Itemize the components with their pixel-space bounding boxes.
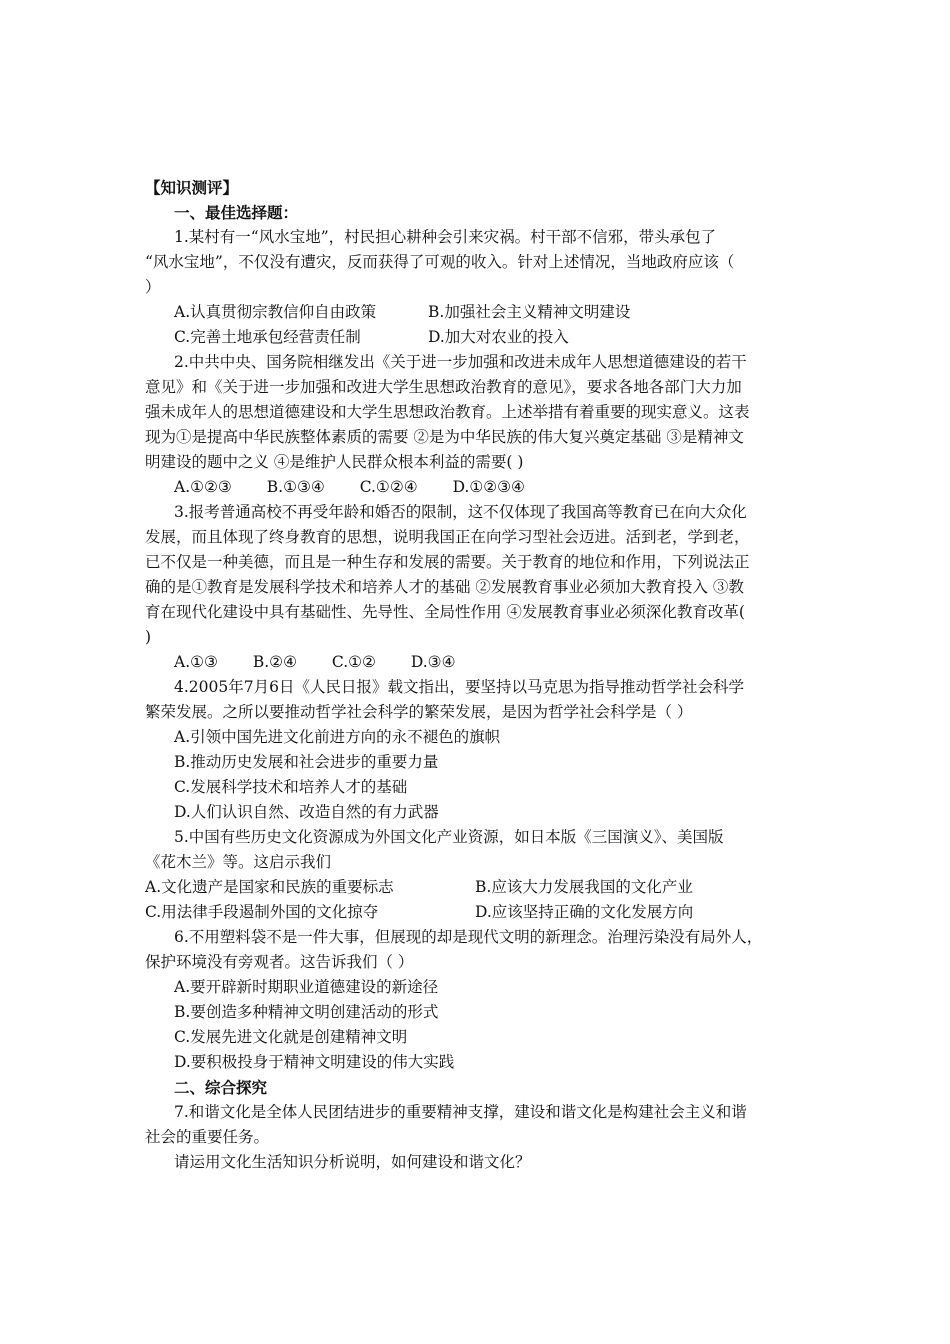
q1-option-c: C.完善土地承包经营责任制 (174, 328, 361, 346)
q4-option-d: D.人们认识自然、改造自然的有力武器 (174, 803, 439, 821)
q7-line-1: 7.和谐文化是全体人民团结进步的重要精神支撑，建设和谐文化是构建社会主义和谐 (174, 1103, 747, 1121)
q3-option-b: B.②④ (252, 653, 297, 671)
q3-option-a: A.①③ (174, 653, 218, 671)
q3-option-c: C.①② (331, 653, 376, 671)
q3-line-3: 已不仅是一种美德，而且是一种生存和发展的需要。关于教育的地位和作用，下列说法正 (145, 553, 750, 571)
q6-option-c: C.发展先进文化就是创建精神文明 (174, 1028, 408, 1046)
q2-line-1: 2.中共中央、国务院相继发出《关于进一步加强和改进未成年人思想道德建设的若干 (174, 353, 747, 371)
q1-option-b: B.加强社会主义精神文明建设 (428, 303, 631, 321)
q5-line-2: 《花木兰》等。这启示我们 (145, 853, 332, 871)
q7-prompt: 请运用文化生活知识分析说明，如何建设和谐文化？ (174, 1153, 531, 1171)
q4-option-c: C.发展科学技术和培养人才的基础 (174, 778, 408, 796)
q1-line-3: ） (145, 278, 161, 296)
section-title: 【知识测评】 (145, 178, 239, 197)
q1-line-1: 1.某村有一“风水宝地”，村民担心耕种会引来灾祸。村干部不信邪，带头承包了 (174, 228, 717, 246)
q2-options (174, 475, 844, 500)
q2-line-2: 意见》和《关于进一步加强和改进大学生思想政治教育的意见》，要求各地各部门大力加 (145, 378, 742, 396)
q1-option-d: D.加大对农业的投入 (428, 328, 569, 346)
q5-option-c: C.用法律手段遏制外国的文化掠夺 (145, 903, 379, 921)
q4-option-a: A.引领中国先进文化前进方向的永不褪色的旗帜 (174, 728, 501, 746)
q2-option-a: A.①②③ (174, 478, 232, 496)
q4-line-1: 4.2005年7月6日《人民日报》载文指出，要坚持以马克思为指导推动哲学社会科学 (174, 678, 744, 696)
q5-option-d: D.应该坚持正确的文化发展方向 (475, 903, 694, 921)
q2-line-3: 强未成年人的思想道德建设和大学生思想政治教育。上述举措有着重要的现实意义。这表 (145, 403, 750, 421)
q5-option-a: A.文化遗产是国家和民族的重要标志 (145, 878, 394, 896)
q6-option-d: D.要积极投身于精神文明建设的伟大实践 (174, 1053, 455, 1071)
q3-line-4: 确的是①教育是发展科学技术和培养人才的基础 ②发展教育事业必须加大教育投入 ③教 (145, 578, 744, 596)
q2-option-b: B.①③④ (266, 478, 325, 496)
q6-option-b: B.要创造多种精神文明创建活动的形式 (174, 1003, 439, 1021)
q1-line-2: “风水宝地”，不仅没有遭灾，反而获得了可观的收入。针对上述情况，当地政府应该（ (145, 253, 735, 271)
part2-heading: 二、综合探究 (174, 1078, 268, 1097)
q2-option-d: D.①②③④ (452, 478, 525, 496)
q3-option-d: D.③④ (410, 653, 456, 671)
q3-line-6: ) (145, 628, 152, 646)
q2-option-c: C.①②④ (359, 478, 418, 496)
q7-line-2: 社会的重要任务。 (145, 1128, 270, 1146)
q3-line-5: 育在现代化建设中具有基础性、先导性、全局性作用 ④发展教育事业必须深化教育改革( (145, 603, 745, 621)
q3-line-2: 发展，而且体现了终身教育的思想，说明我国正在向学习型社会迈进。活到老，学到老， (145, 528, 750, 546)
q1-option-a: A.认真贯彻宗教信仰自由政策 (174, 303, 377, 321)
q5-line-1: 5.中国有些历史文化资源成为外国文化产业资源，如日本版《三国演义》、美国版 (174, 828, 724, 846)
q2-line-4: 现为①是提高中华民族整体素质的需要 ②是为中华民族的伟大复兴奠定基础 ③是精神文 (145, 428, 744, 446)
q4-option-b: B.推动历史发展和社会进步的重要力量 (174, 753, 439, 771)
q3-options (174, 650, 844, 675)
q6-option-a: A.要开辟新时期职业道德建设的新途径 (174, 978, 439, 996)
q6-line-2: 保护环境没有旁观者。这告诉我们（ ） (145, 953, 414, 971)
q6-line-1: 6.不用塑料袋不是一件大事，但展现的却是现代文明的新理念。治理污染没有局外人， (174, 928, 763, 946)
q4-line-2: 繁荣发展。之所以要推动哲学社会科学的繁荣发展，是因为哲学社会科学是（ ） (145, 703, 693, 721)
q2-line-5: 明建设的题中之义 ④是维护人民群众根本利益的需要( ) (145, 453, 524, 471)
q5-option-b: B.应该大力发展我国的文化产业 (475, 878, 693, 896)
q3-line-1: 3.报考普通高校不再受年龄和婚否的限制，这不仅体现了我国高等教育已在向大众化 (174, 503, 747, 521)
part1-heading: 一、最佳选择题： (174, 203, 299, 222)
